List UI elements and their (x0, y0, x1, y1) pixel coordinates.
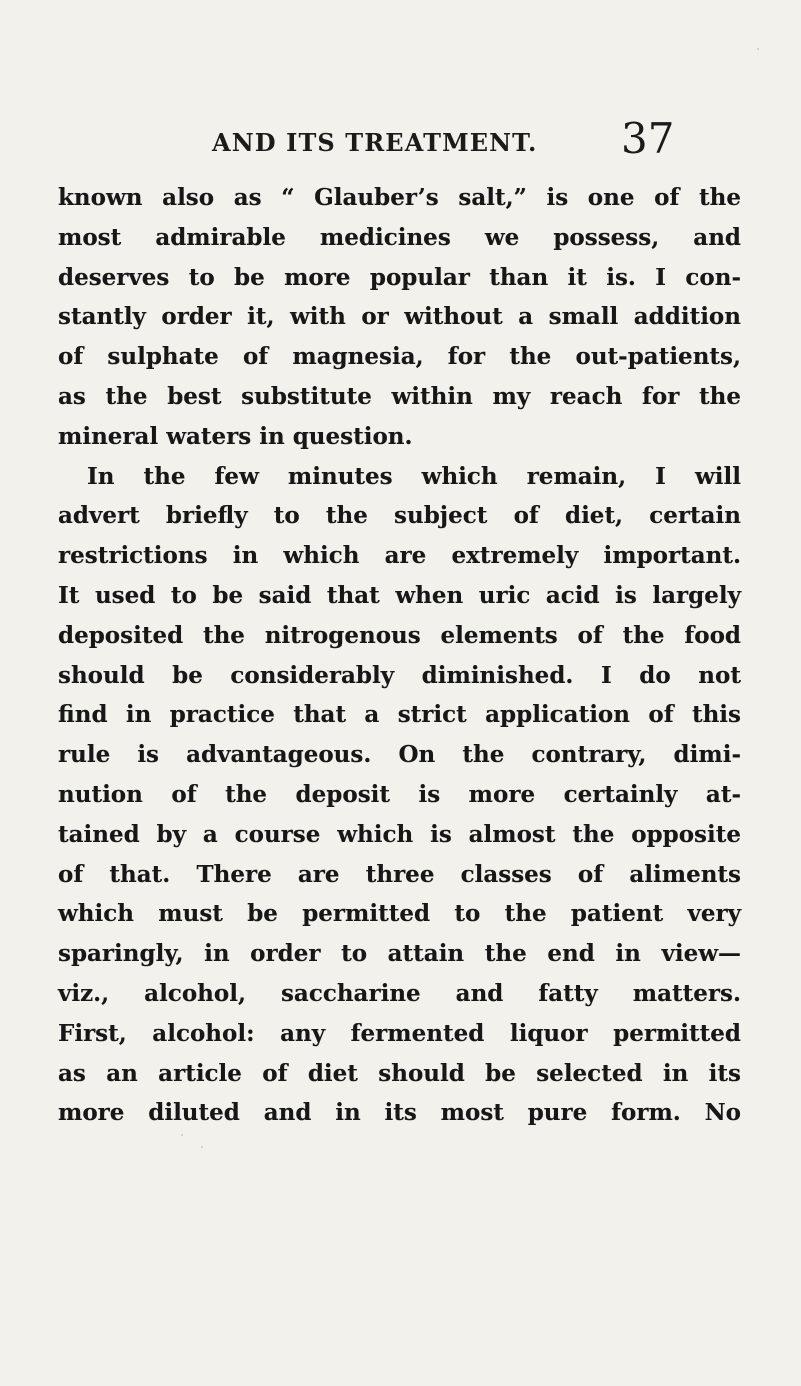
text-line: which must be permitted to the patient very (58, 900, 741, 928)
text-line: as the best substitute within my reach for the (58, 382, 741, 410)
text-line: known also as “ Glauber’s salt,” is one of the (58, 184, 741, 211)
text-line: of sulphate of magnesia, for the out-patients, (58, 343, 741, 371)
text-line: more diluted and in its most pure form. No (58, 1099, 741, 1127)
text-line: as an article of diet should be selected in its (58, 1059, 741, 1087)
text-line: tained by a course which is almost the opposite (58, 820, 741, 848)
text-line: sparingly, in order to attain the end in view— (58, 940, 741, 968)
text-line: nution of the deposit is more certainly at- (58, 780, 741, 808)
text-line: find in practice that a strict application of this (58, 701, 741, 729)
body-text (58, 178, 741, 1133)
text-line: stantly order it, with or without a small addition (58, 303, 741, 331)
text-line: It used to be said that when uric acid is largely (58, 581, 741, 609)
text-line: mineral waters in question. (58, 422, 413, 450)
text-line: rule is advantageous. On the contrary, dimi- (58, 741, 741, 769)
text-line: In the few minutes which remain, I will (87, 462, 741, 490)
text-line: deserves to be more popular than it is. I con- (58, 263, 741, 291)
text-line: restrictions in which are extremely important. (58, 542, 741, 570)
paper-speck (201, 1146, 203, 1148)
text-line: should be considerably diminished. I do not (58, 661, 741, 689)
text-line: viz., alcohol, saccharine and fatty matters. (58, 979, 741, 1007)
page-header (0, 114, 801, 168)
text-line: of that. There are three classes of aliments (58, 860, 741, 888)
paper-speck (757, 48, 759, 50)
text-line: First, alcohol: any fermented liquor permitted (58, 1019, 741, 1047)
page-number: 37 (621, 114, 675, 163)
running-head: AND ITS TREATMENT. (212, 128, 538, 157)
text-line: deposited the nitrogenous elements of the food (58, 621, 741, 649)
text-line: most admirable medicines we possess, and (58, 223, 741, 251)
paper-speck (396, 1078, 398, 1080)
text-line: advert briefly to the subject of diet, certain (58, 502, 741, 530)
paper-speck (181, 1134, 183, 1136)
